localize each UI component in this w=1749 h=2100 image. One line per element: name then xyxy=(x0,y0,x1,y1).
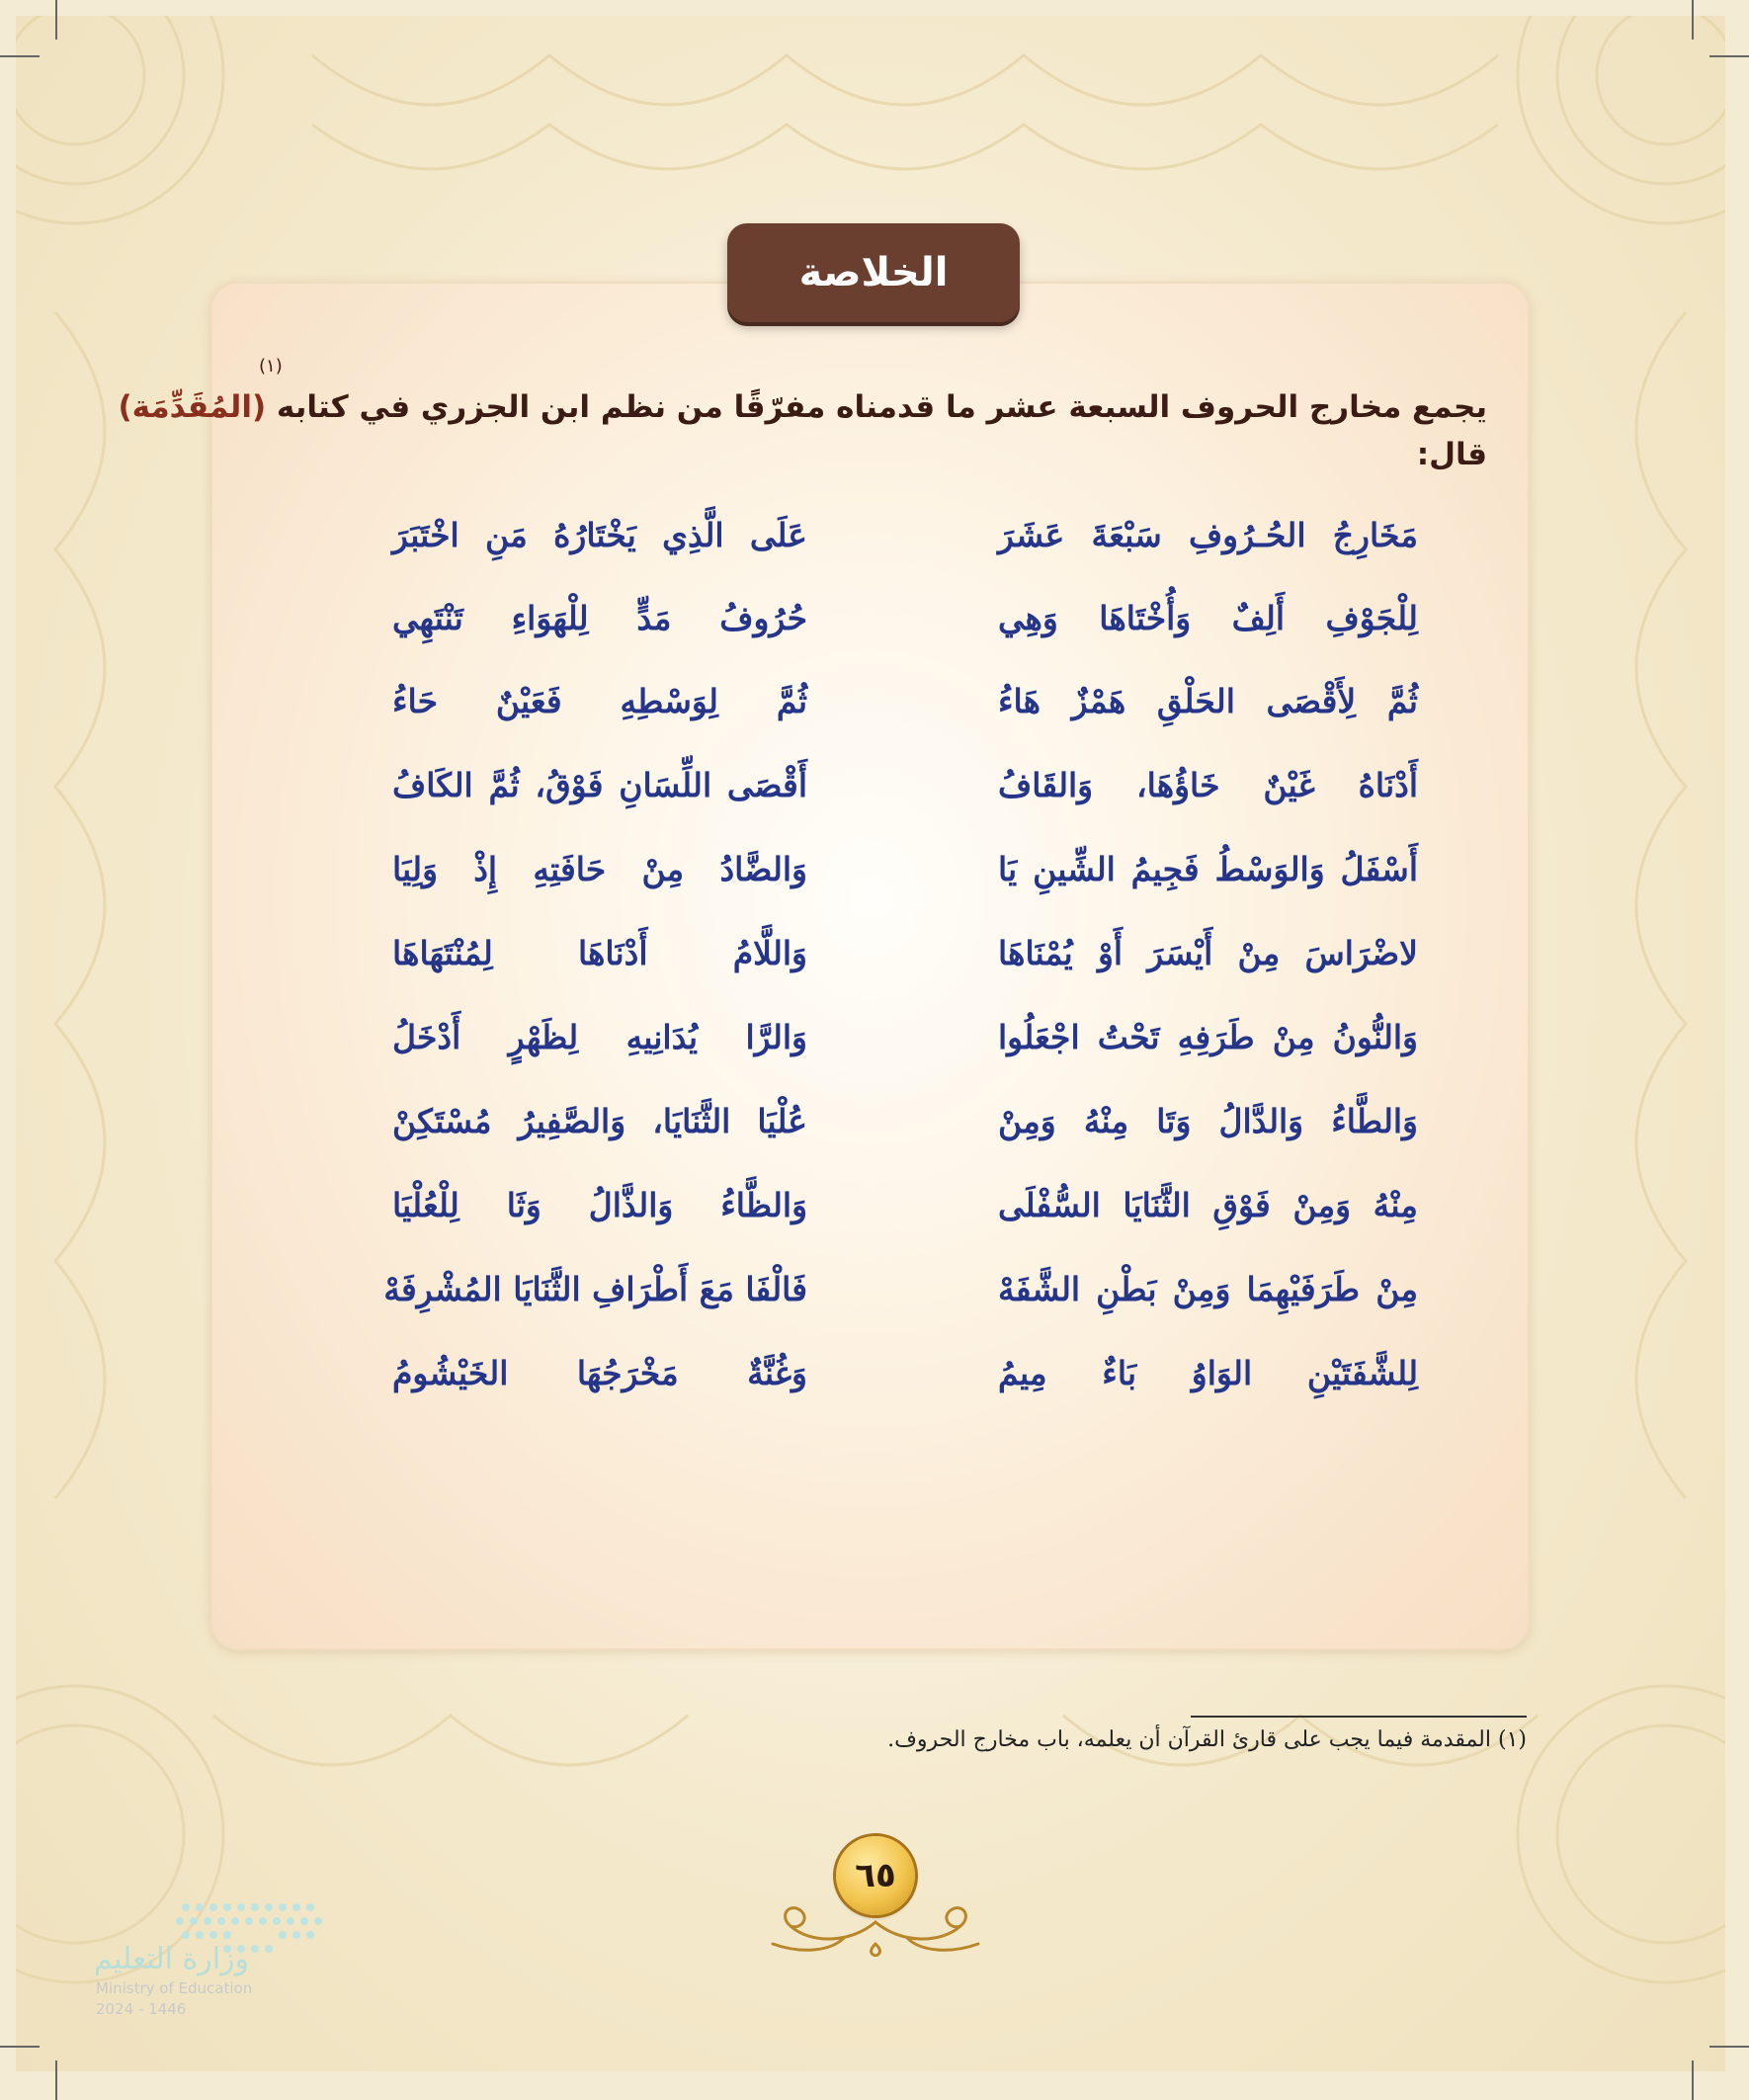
footnote: (١) المقدمة فيما يجب على قارئ القرآن أن يعلمه، باب مخارج الحروف. xyxy=(887,1727,1527,1752)
verse-second-hemistich: وَالضَّادُ مِنْ حَافَتِهِ إِذْ وَلِيَا xyxy=(392,850,807,888)
crop-mark xyxy=(1692,0,1694,40)
verse-first-hemistich: لاضْرَاسَ مِنْ أَيْسَرَ أَوْ يُمْنَاهَا xyxy=(998,934,1418,972)
crop-mark xyxy=(1692,2060,1694,2100)
verse-first-hemistich: مِنْهُ وَمِنْ فَوْقِ الثَّنَايَا السُّفْلَى xyxy=(998,1186,1418,1224)
intro-line-1 xyxy=(118,383,1487,431)
verse-first-hemistich: مِنْ طَرَفَيْهِمَا وَمِنْ بَطْنِ الشَّفَهْ xyxy=(998,1270,1418,1308)
verse-second-hemistich: وَاللَّامُ أَدْنَاهَا لِمُنْتَهَاهَا xyxy=(392,934,807,972)
page-number-badge xyxy=(836,1836,915,1915)
crop-mark xyxy=(55,2060,57,2100)
ministry-name-arabic: وزارة التعليم xyxy=(94,1942,250,1976)
verse-first-hemistich: أَسْفَلُ وَالوَسْطُ فَجِيمُ الشِّينِ يَا xyxy=(998,850,1418,888)
verse-first-hemistich: وَالطَّاءُ وَالدَّالُ وَتَا مِنْهُ وَمِنْ xyxy=(998,1102,1418,1140)
verse-second-hemistich: وَالرَّا يُدَانِيهِ لِظَهْرٍ أَدْخَلُ xyxy=(392,1018,807,1056)
verse-first-hemistich: لِلشَّفَتَيْنِ الوَاوُ بَاءٌ مِيمُ xyxy=(998,1354,1418,1392)
verse-first-hemistich: أَدْنَاهُ غَيْنٌ خَاؤُهَا، وَالقَافُ xyxy=(998,766,1418,804)
crop-mark xyxy=(55,0,57,40)
book-name: (المُقَدِّمَة) xyxy=(118,389,267,425)
verse-second-hemistich: أَقْصَى اللِّسَانِ فَوْقُ، ثُمَّ الكَافُ xyxy=(392,766,807,804)
verse-second-hemistich: ثُمَّ لِوَسْطِهِ فَعَيْنٌ حَاءُ xyxy=(392,682,807,720)
verse-second-hemistich: عَلَى الَّذِي يَخْتَارُهُ مَنِ اخْتَبَرَ xyxy=(392,516,807,554)
verse-second-hemistich: حُرُوفُ مَدٍّ لِلْهَوَاءِ تَنْتَهِي xyxy=(392,599,807,637)
verse-first-hemistich: وَالنُّونُ مِنْ طَرَفِهِ تَحْتُ اجْعَلُوا xyxy=(998,1018,1418,1056)
crop-mark xyxy=(0,55,40,57)
crop-mark xyxy=(1709,55,1749,57)
verse-second-hemistich: عُلْيَا الثَّنَايَا، وَالصَّفِيرُ مُسْتَكِنْ xyxy=(392,1102,807,1140)
verse-second-hemistich: فَالْفَا مَعَ أَطْرَافِ الثَّنَايَا المُشْرِفَهْ xyxy=(383,1270,807,1308)
ministry-year: 2024 - 1446 xyxy=(96,2000,187,2018)
crop-mark xyxy=(1709,2046,1749,2048)
verse-first-hemistich: ثُمَّ لِأَقْصَى الحَلْقِ هَمْزٌ هَاءُ xyxy=(998,682,1418,720)
intro-line-2: قال: xyxy=(1416,437,1487,472)
verse-second-hemistich: وَغُنَّةٌ مَخْرَجُهَا الخَيْشُومُ xyxy=(392,1354,807,1392)
verse-second-hemistich: وَالظَّاءُ وَالذَّالُ وَثَا لِلْعُلْيَا xyxy=(392,1186,807,1224)
page-number: ٦٥ xyxy=(855,1856,896,1895)
ministry-name-english: Ministry of Education xyxy=(96,1979,253,1997)
footnote-reference: (١) xyxy=(259,356,283,377)
intro-paragraph xyxy=(118,383,1487,478)
crop-mark xyxy=(0,2046,40,2048)
footnote-divider xyxy=(1191,1716,1527,1718)
verse-first-hemistich: مَخَارِجُ الحُـرُوفِ سَبْعَةَ عَشَرَ xyxy=(998,516,1418,554)
verse-first-hemistich: لِلْجَوْفِ أَلِفٌ وَأُخْتَاهَا وَهِي xyxy=(998,599,1418,637)
section-title-tab xyxy=(727,223,1020,322)
section-title: الخلاصة xyxy=(798,250,949,295)
intro-text: يجمع مخارج الحروف السبعة عشر ما قدمناه مفرّقًا من نظم ابن الجزري في كتابه xyxy=(276,389,1487,425)
